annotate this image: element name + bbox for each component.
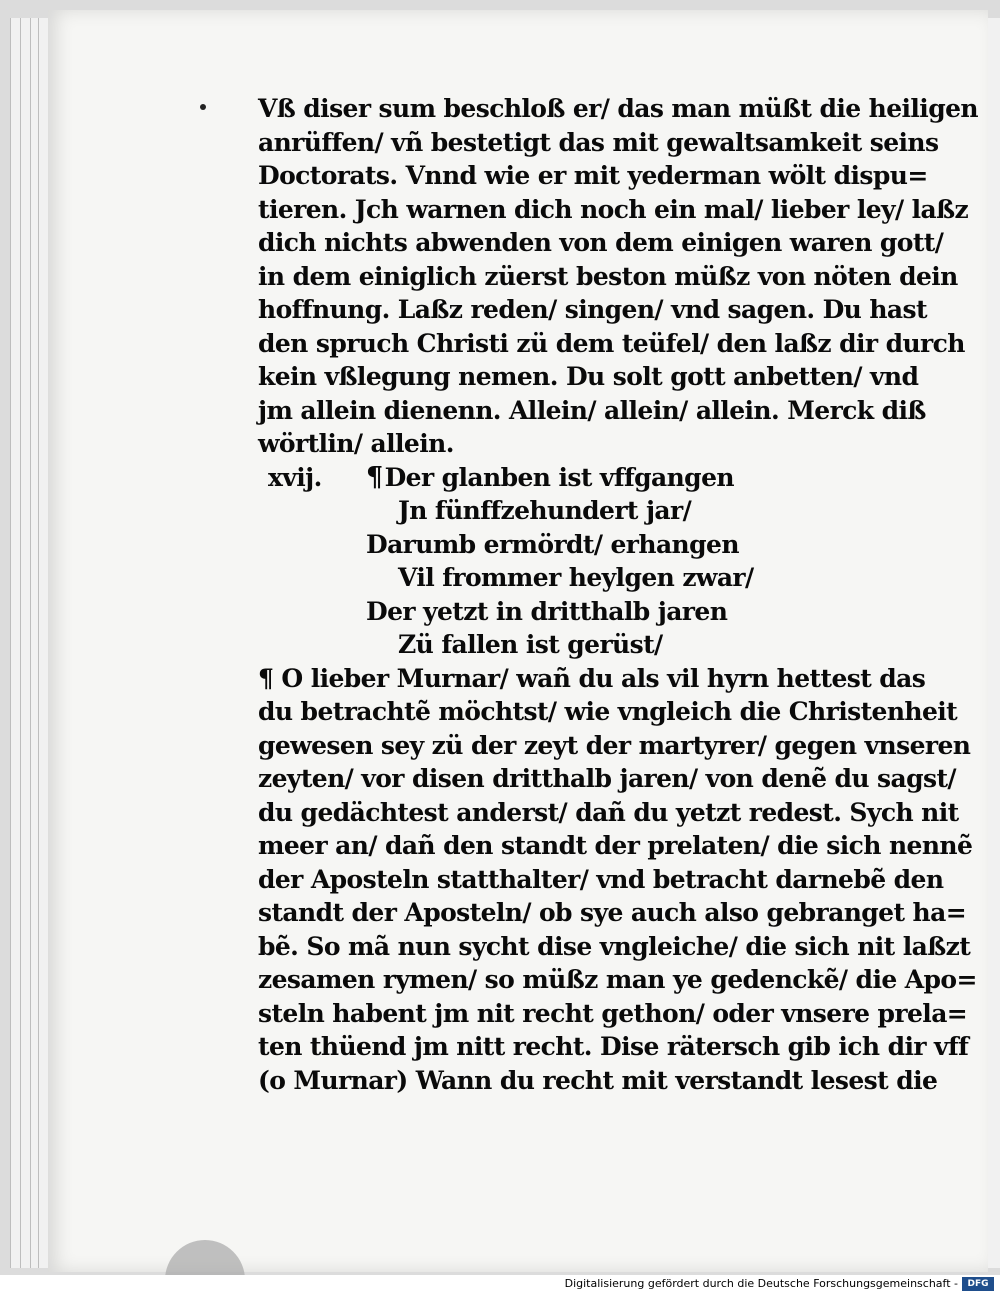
ink-dot: [200, 104, 206, 110]
text-line: dich nichts abwenden von dem einigen waren gott/: [258, 228, 944, 257]
funding-credit: Digitalisierung gefördert durch die Deutsche Forschungsgemeinschaft -: [564, 1277, 958, 1290]
verse-block: [258, 461, 908, 662]
text-line: Vß diser sum beschloß er/ das man müßt die heiligen: [258, 94, 978, 123]
text-line: der Aposteln statthalter/ vnd betracht darnebẽ den: [258, 864, 944, 894]
text-line: wörtlin/ allein.: [258, 429, 454, 458]
text-line: meer an/ dañ den standt der prelaten/ die sich nennẽ: [258, 831, 973, 860]
text-line: standt der Aposteln/ ob sye auch also gebranget ha=: [258, 898, 967, 927]
dfg-logo: DFG: [962, 1277, 994, 1291]
verse-line: Der yetzt in dritthalb jaren: [366, 596, 728, 626]
text-line: jm allein dienenn. Allein/ allein/ allein. Merck diß: [258, 395, 926, 425]
text-line: zeyten/ vor disen dritthalb jaren/ von denẽ du sagst/: [258, 764, 956, 793]
text-line: du betrachtẽ möchtst/ wie vngleich die Christenheit: [258, 697, 958, 726]
text-line: hoffnung. Laßz reden/ singen/ vnd sagen. Du hast: [258, 295, 927, 324]
text-line: kein vßlegung nemen. Du solt gott anbetten/ vnd: [258, 362, 919, 391]
text-line: gewesen sey zü der zeyt der martyrer/ gegen vnseren: [258, 730, 971, 760]
page-text: [258, 92, 978, 1097]
text-line: in dem einiglich züerst beston müßz von nöten dein: [258, 261, 958, 291]
text-line: Doctorats. Vnnd wie er mit yederman wölt dispu=: [258, 161, 928, 190]
text-line: du gedächtest anderst/ dañ du yetzt redest. Sych nit: [258, 797, 959, 827]
paragraph-2: [258, 662, 977, 1098]
pilcrow-mark: ¶: [366, 461, 383, 493]
verse-line: Jn fünffzehundert jar/: [398, 496, 692, 525]
text-line: ¶ O lieber Murnar/ wañ du als vil hyrn hettest das: [258, 663, 926, 693]
footer-bar: [0, 1275, 1000, 1294]
verse-text: Der glanben ist vffgangen: [384, 462, 734, 492]
text-line: ten thüend jm nitt recht. Dise rätersch gib ich dir vff: [258, 1032, 969, 1061]
verse-line: [258, 461, 908, 495]
verse-line: Vil frommer heylgen zwar/: [398, 563, 754, 592]
text-line: tieren. Jch warnen dich noch ein mal/ lieber ley/ laßz: [258, 194, 969, 224]
verse-line: Zü fallen ist gerüst/: [398, 630, 663, 659]
text-line: steln habent jm nit recht gethon/ oder vnsere prela=: [258, 998, 968, 1028]
paragraph-1: [258, 92, 978, 461]
verse-line: Darumb ermördt/ erhangen: [366, 529, 739, 559]
section-number: xvij.: [268, 462, 322, 492]
text-line: anrüffen/ vñ bestetigt das mit gewaltsamkeit seins: [258, 127, 939, 157]
text-line: bẽ. So mã nun sycht dise vngleiche/ die sich nit laßzt: [258, 931, 971, 961]
text-line: den spruch Christi zü dem teüfel/ den laßz dir durch: [258, 328, 965, 358]
text-line: (o Murnar) Wann du recht mit verstandt lesest die: [258, 1065, 938, 1095]
text-line: zesamen rymen/ so müßz man ye gedenckẽ/ die Apo=: [258, 965, 977, 994]
